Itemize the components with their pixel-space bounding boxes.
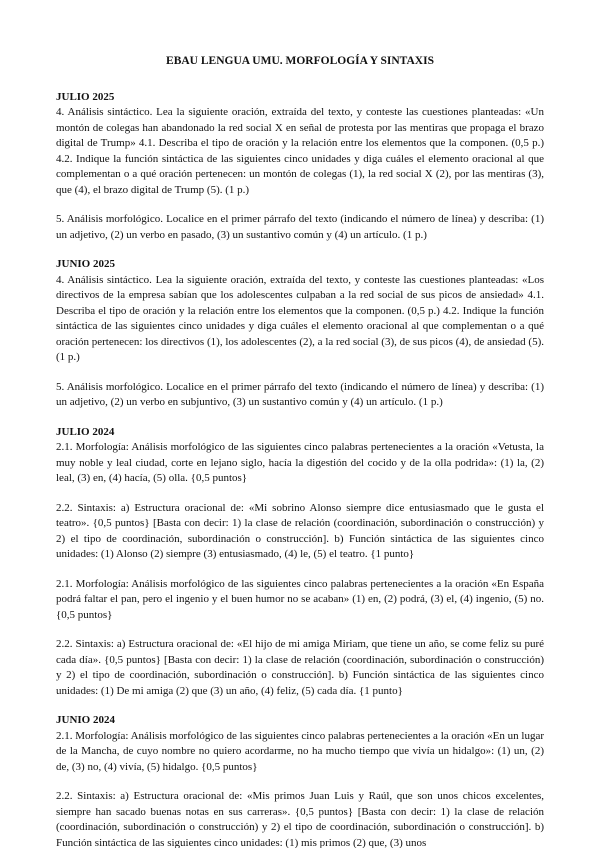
section-heading: JUNIO 2024 xyxy=(56,714,115,726)
exercise-paragraph: 2.2. Sintaxis: a) Estructura oracional de: «Mi sobrino Alonso siempre dice entusiasmado que le gusta el teatro». {0,5 puntos} [Basta con decir: 1) la clase de relación (coordinación, subordinación o construcción) y 2) el tipo de coordinación, subordinación o construcción]. b) Función sintáctica de las siguientes cinco unidades: (1) Alonso (2) siempre (3) entusiasmado, (4) le, (5) el teatro. {1 punto} xyxy=(56,501,544,560)
section-julio-2025 xyxy=(56,90,544,244)
section-julio-2024 xyxy=(56,425,544,700)
exercise-paragraph: 2.1. Morfología: Análisis morfológico de las siguientes cinco palabras pertenecientes a la oración «Vetusta, la muy noble y leal ciudad, corte en lejano siglo, hacía la digestión del cocido y de la olla podrida»: (1) la, (2) leal, (3) en, (4) hacía, (5) olla. {0,5 puntos} xyxy=(56,441,544,484)
exercise-paragraph: 2.2. Sintaxis: a) Estructura oracional de: «El hijo de mi amiga Miriam, que tiene un año, se come feliz su puré cada día». {0,5 puntos} [Basta con decir: 1) la clase de relación (coordinación, subordinación o construcción) y 2) el tipo de coordinación, subordinación o construcción]. b) Función sintáctica de las siguientes cinco unidades: (1) De mi amiga (2) que (3) un año, (4) feliz, (5) cada día. {1 punto} xyxy=(56,638,544,697)
exercise-paragraph: 4. Análisis sintáctico. Lea la siguiente oración, extraída del texto, y conteste las cuestiones planteadas: «Los directivos de la empresa sabían que los adolescentes culpaban a la red social de sus picos de ansiedad» 4.1. Describa el tipo de oración y la relación entre los elementos que la componen. (0,5 p.) 4.2. Indique la función sintáctica de las siguientes cinco unidades y diga cuáles el elemento oracional al que complementan o a qué oración pertenecen: los directivos (1), los adolescentes (2), a la red social (3), de sus picos (4), de ansiedad (5). (1 p.) xyxy=(56,273,544,363)
exercise-paragraph: 5. Análisis morfológico. Localice en el primer párrafo del texto (indicando el número de línea) y describa: (1) un adjetivo, (2) un verbo en pasado, (3) un sustantivo común y (4) un artículo. (1 p.) xyxy=(56,213,544,241)
section-heading: JULIO 2024 xyxy=(56,425,115,438)
exercise-paragraph: 2.1. Morfología: Análisis morfológico de las siguientes cinco palabras pertenecientes a la oración «En España podrá faltar el pan, pero el ingenio y el buen humor no se acaban» (1) en, (2) podrá, (3) el, (4) ingenio, (5) no. {0,5 puntos} xyxy=(56,577,544,621)
exercise-paragraph: 4. Análisis sintáctico. Lea la siguiente oración, extraída del texto, y conteste las cuestiones planteadas: «Un montón de colegas han abandonado la red social X en señal de protesta por las mentiras que propaga el brazo digital de Trump» 4.1. Describa el tipo de oración y la relación entre los elementos que la componen. (0,5 p.) 4.2. Indique la función sintáctica de las siguientes cinco unidades y diga cuáles el elemento oracional al que complementan o a qué oración pertenecen: un montón de colegas (1), la red social X (2), por las mentiras (3), que (4), el brazo digital de Trump (5). (1 p.) xyxy=(56,106,544,196)
exercise-paragraph: 2.2. Sintaxis: a) Estructura oracional de: «Mis primos Juan Luis y Raúl, que son unos chicos excelentes, siempre han sacado buenas notas en sus carreras». {0,5 puntos} [Basta con decir: 1) la clase de relación (coordinación, subordinación o construcción) y 2) el tipo de coordinación, subordinación o construcción]. b) Función sintáctica de las siguientes cinco unidades: (1) mis primos (2) que, (3) unos xyxy=(56,790,544,848)
section-heading: JUNIO 2025 xyxy=(56,258,115,270)
exercise-paragraph: 5. Análisis morfológico. Localice en el primer párrafo del texto (indicando el número de línea) y describa: (1) un adjetivo, (2) un verbo en subjuntivo, (3) un sustantivo común y (4) un artículo. (1 p.) xyxy=(56,380,544,408)
exercise-paragraph: 2.1. Morfología: Análisis morfológico de las siguientes cinco palabras pertenecientes a la oración «En un lugar de la Mancha, de cuyo nombre no quiero acordarme, no ha mucho tiempo que vivía un hidalgo»: (1) un, (2) de, (3) no, (4) vivía, (5) hidalgo. {0,5 puntos} xyxy=(56,729,544,773)
section-junio-2024 xyxy=(56,713,544,848)
document-title: EBAU LENGUA UMU. MORFOLOGÍA Y SINTAXIS xyxy=(166,55,434,67)
section-junio-2025 xyxy=(56,257,544,411)
section-heading: JULIO 2025 xyxy=(56,90,115,103)
